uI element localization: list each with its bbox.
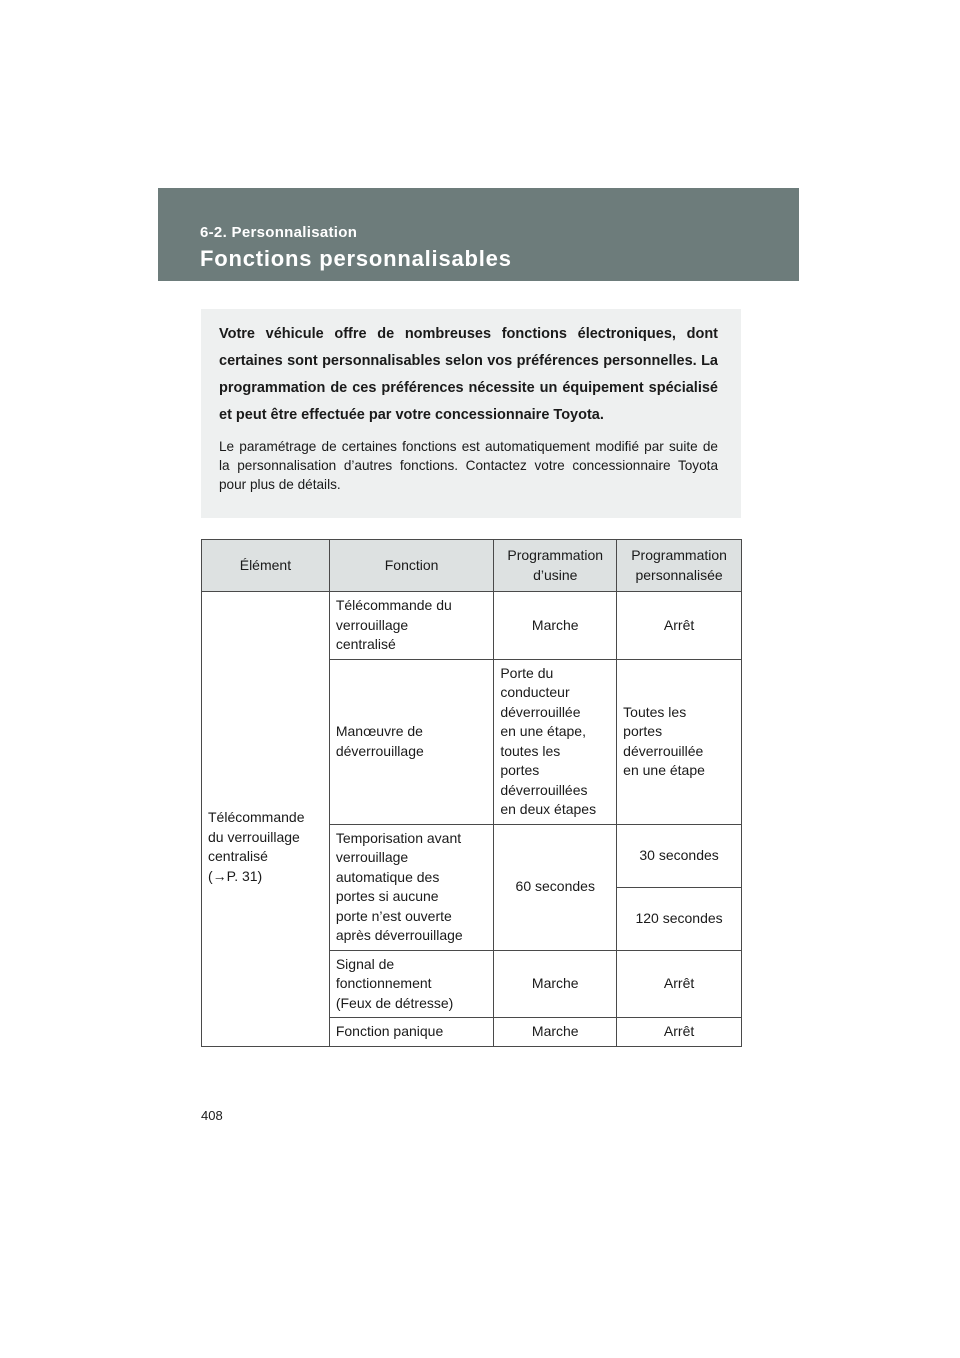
cell-line: en une étape, <box>500 723 586 739</box>
cell-line: déverrouillage <box>335 742 424 759</box>
factory-value-cell: 60 secondes <box>494 824 617 950</box>
cell-line: portes <box>500 762 540 778</box>
fonction-cell <box>329 592 494 660</box>
header-fonction: Fonction <box>329 540 494 592</box>
custom-value-cell: Arrêt <box>617 950 742 1018</box>
header-factory-setting: Programmation d’usine <box>494 540 617 592</box>
custom-value-cell: 120 secondes <box>617 887 742 950</box>
fonction-cell <box>329 950 494 1018</box>
element-line: (→P. 31) <box>208 867 263 884</box>
header-element: Élément <box>202 540 330 592</box>
custom-value-cell <box>617 659 742 824</box>
custom-value-cell: 30 secondes <box>617 824 742 887</box>
cell-line: Temporisation avant <box>335 829 462 846</box>
factory-value-cell: Marche <box>494 592 617 660</box>
intro-box <box>201 309 741 518</box>
element-line: du verrouillage <box>208 828 300 845</box>
section-label: 6-2. Personnalisation <box>200 224 358 241</box>
fonction-cell: Fonction panique <box>329 1018 494 1047</box>
fonction-cell <box>329 659 494 824</box>
intro-bold-text: Votre véhicule offre de nombreuses fonctions électroniques, dont certaines sont personnalisables selon vos préférences personnelles. La programmation de ces préférences nécessite un équipement spécialisé et peut être effectuée par votre concessionnaire Toyota. <box>219 326 718 423</box>
cell-line: Manœuvre de <box>335 723 423 739</box>
table-header-row <box>202 540 742 592</box>
cell-line: toutes les <box>500 742 561 759</box>
cell-line: Signal de <box>335 955 395 972</box>
cell-line: déverrouillée <box>500 703 581 720</box>
cell-line: Télécommande du <box>335 597 452 613</box>
cell-line: en une étape <box>623 762 705 778</box>
element-line: Télécommande <box>208 809 305 825</box>
cell-line: (Feux de détresse) <box>335 994 454 1011</box>
element-line: centralisé <box>208 848 268 864</box>
cell-line: portes si aucune <box>335 888 439 904</box>
cell-line: Porte du <box>500 664 554 681</box>
cell-line: Toutes les <box>623 703 687 720</box>
cell-line: verrouillage <box>335 616 409 633</box>
cell-line: déverrouillées <box>500 781 588 798</box>
cell-line: automatique des <box>335 868 440 885</box>
cell-line: en deux étapes <box>500 801 597 817</box>
factory-value-cell: Marche <box>494 1018 617 1047</box>
custom-value-cell: Arrêt <box>617 592 742 660</box>
factory-value-cell: Marche <box>494 950 617 1018</box>
cell-line: portes <box>623 723 663 739</box>
element-cell <box>202 592 330 1047</box>
cell-line: déverrouillée <box>623 742 704 759</box>
cell-line: centralisé <box>335 636 396 652</box>
table-row <box>202 592 742 660</box>
cell-line: après déverrouillage <box>335 927 463 943</box>
custom-value-cell: Arrêt <box>617 1018 742 1047</box>
header-custom-setting: Programmation personnalisée <box>617 540 742 592</box>
page-number: 408 <box>201 1108 223 1123</box>
factory-value-cell <box>494 659 617 824</box>
cell-line: conducteur <box>500 684 570 700</box>
cell-line: verrouillage <box>335 849 409 865</box>
cell-line: porte n’est ouverte <box>335 907 452 924</box>
customization-table <box>201 539 742 1047</box>
cell-line: fonctionnement <box>335 975 432 991</box>
page-title: Fonctions personnalisables <box>200 246 512 271</box>
fonction-cell <box>329 824 494 950</box>
section-header <box>158 188 799 281</box>
intro-note-text: Le paramétrage de certaines fonctions est automatiquement modifié par suite de la personnalisation d’autres fonctions. Contactez votre concessionnaire Toyota pour plus de détails. <box>219 439 718 492</box>
